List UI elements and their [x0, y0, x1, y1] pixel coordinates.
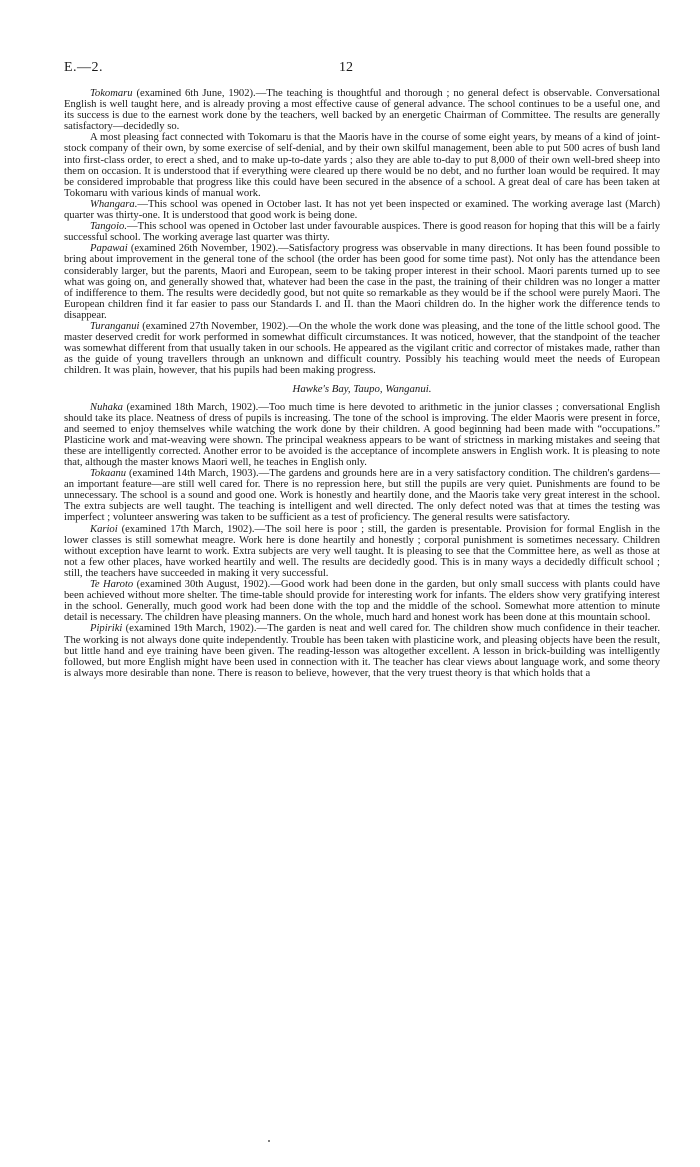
school-name: Pipiriki	[90, 623, 123, 635]
paragraph	[64, 199, 660, 221]
page-number: 12	[339, 60, 353, 75]
paragraph-text: —This school was opened in October last under favourable auspices. There is good reason for hoping that this will be a fairly successful school. The working average last quarter was thirty.	[64, 221, 660, 244]
paragraph-text: (examined 19th March, 1902).—The garden is neat and well cared for. The children show much confidence in their teacher. The working is not always done quite independently. Trouble has been taken with plasticine work, and pleasing objects have been the result, but little hand and eye training have been given. The reading-lesson was altogether excellent. A lesson in brick-building was intelligently followed, but more English might have been used in connection with it. The teacher has clear views about language work, and some theory is always more desirable than none. There is reason to believe, however, that the very truest theory is that which holds that a	[64, 623, 660, 679]
page-header	[64, 60, 660, 82]
school-name: Te Haroto	[90, 579, 134, 591]
section-heading: Hawke's Bay, Taupo, Wanganui.	[292, 383, 432, 396]
school-name: Tokaanu	[90, 468, 127, 480]
paragraph-text: (examined 30th August, 1902).—Good work had been done in the garden, but only small success with plants could have been achieved without more shelter. The time-table should provide for interesting work for infants. The elders show very gratifying interest in the school. Generally, much good work had been done with the top and the middle of the school. Somewhat more attention to minute detail is necessary. The children have pleasing manners. On the whole, much hard and honest work has been done at this mountain school.	[64, 579, 660, 624]
paragraph-text: (examined 26th November, 1902).—Satisfactory progress was observable in many directions. It has been found possible to bring about improvement in the general tone of the school (the order has been good for some time past). Not only has the attendance been considerably larger, but the parents, Maori and European, seem to be taking proper interest in their school. Maori parents turned up to see what was going on, and generally showed that, whatever had been the case in the past, the training of their children was no longer a matter of indifference to them. The results were decidedly good, but not quite so remarkable as they would be if the school were purely Maori. The European children find it far easier to pass our Standards I. and II. than the Maori children do. In the higher work the difference tends to disappear.	[64, 243, 660, 321]
paragraph	[64, 402, 660, 469]
school-name: Whangara.	[90, 198, 138, 210]
paragraph-text: (examined 6th June, 1902).—The teaching is thoughtful and thorough ; no general defect is observable. Conversational English is well taught here, and is already proving a most effective cause of general advance. The school continues to be a useful one, and its success is due to the earnest work done by the teachers, well backed by an energetic Chairman of Committee. The results are generally satisfactory—decidedly so.	[64, 88, 660, 133]
paragraph	[64, 88, 660, 132]
paragraph-text: (examined 27th November, 1902).—On the whole the work done was pleasing, and the tone of the little school good. The master deserved credit for work performed in somewhat difficult circumstances. It was noticed, however, that the standpoint of the teacher was somewhat different from that usually taken in our schools. He appeared as the vigilant critic and corrector of mistakes made, rather than as the guide of young travellers through an unknown and difficult country. Possibly his teaching would meet the needs of European children. It was plain, however, that his pupils had been making progress.	[64, 320, 660, 377]
paragraph	[64, 132, 660, 199]
school-name: Tokomaru	[90, 88, 133, 99]
school-name: Papawai	[90, 243, 128, 255]
school-name: Karioi	[90, 523, 118, 535]
paragraph	[64, 579, 660, 623]
paragraph	[64, 623, 660, 678]
page-body	[64, 88, 660, 679]
school-name: Nuhaka	[90, 401, 123, 413]
ink-speck	[268, 1140, 270, 1142]
school-name: Turanganui	[90, 320, 140, 332]
document-reference: E.—2.	[64, 60, 104, 75]
paragraph-text: (examined 14th March, 1903).—The gardens and grounds here are in a very satisfactory condition. The children's gardens—an important feature—are still well cared for. There is no repression here, but still the pupils are very quiet. Punishments are found to be unnecessary. The school is a sound and good one. Work is honestly and heartily done, and the Maoris take very great interest in the school. The extra subjects are well taught. The teaching is intelligent and well directed. The only defect noted was that at times the testing was imperfect ; volunteer answering was taken to be sufficient as a test of proficiency. The general results were satisfactory.	[64, 468, 660, 524]
school-name: Tangoio.	[90, 221, 127, 233]
paragraph	[64, 321, 660, 376]
paragraph-group-gisborne	[64, 88, 660, 376]
paragraph	[64, 524, 660, 579]
paragraph-text: (examined 18th March, 1902).—Too much time is here devoted to arithmetic in the junior classes ; conversational English should take its place. Neatness of dress of pupils is increasing. The tone of the school is improving. The elder Maoris were present in force, and seemed to enjoy themselves while watching the work done by their children. A good beginning had been made with “occupations.” Plasticine work and mat-weaving were shown. The principal weakness appears to be want of strictness in marking mistakes and seeing that these are intelligently corrected. Another error to be avoided is the acceptance of incomplete answers in English work. It is pleasing to note that, although the master knows Maori well, he teaches in English only.	[64, 401, 660, 468]
paragraph	[64, 243, 660, 321]
paragraph	[64, 468, 660, 523]
paragraph	[64, 221, 660, 243]
paragraph-group-hawkes-bay	[64, 402, 660, 679]
paragraph-text: —This school was opened in October last. It has not yet been inspected or examined. The working average last (March) quarter was thirty-one. It is understood that good work is being done.	[64, 198, 660, 222]
paragraph-text: A most pleasing fact connected with Tokomaru is that the Maoris have in the course of some eight years, by means of a kind of joint-stock company of their own, by some exercise of self-denial, and by their own skilful management, been able to put 500 acres of bush land into first-class order, to erect a shed, and to make up-to-date yards ; also they are able to-day to put 8,000 of their own well-bred sheep into them on occasion. It is understood that if everything were cleared up there would be no debt, and no further loan would be required. It may be considered improbable that progress like this could have been secured in the absence of a school. A great deal of care has been taken at Tokomaru with various kinds of manual work.	[64, 132, 660, 199]
paragraph-text: (examined 17th March, 1902).—The soil here is poor ; still, the garden is presentable. Provision for formal English in the lower classes is still somewhat meagre. Work here is done heartily and honestly ; corporal punishment is sometimes necessary. Children without exception have learnt to work. Extra subjects are very well taught. It is pleasing to see that the Committee here, as well as those at not a few other places, have worked heartily and well. The results are decidedly good. This is in many ways a decidedly difficult school ; still, the teachers have succeeded in making it very successful.	[64, 523, 660, 579]
